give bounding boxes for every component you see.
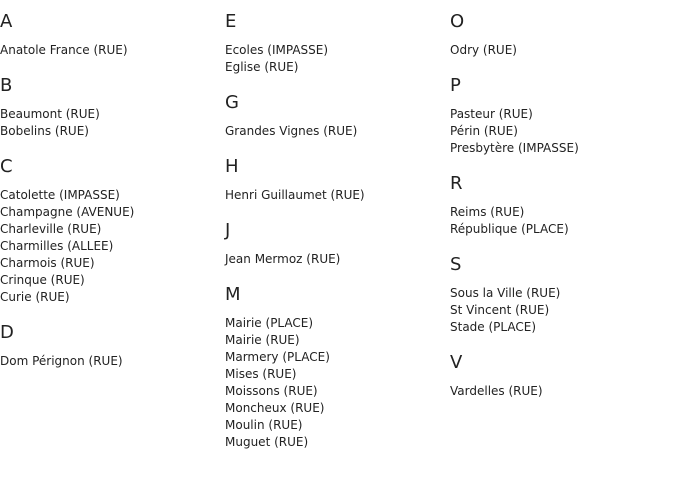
street-index-column-2 xyxy=(225,0,365,451)
street-item[interactable]: Catolette (IMPASSE) xyxy=(0,188,120,202)
street-item[interactable]: République (PLACE) xyxy=(450,222,569,236)
street-item[interactable]: Périn (RUE) xyxy=(450,124,518,138)
street-item[interactable]: Ecoles (IMPASSE) xyxy=(225,43,329,57)
letter-group-m xyxy=(225,284,365,451)
street-list xyxy=(0,353,134,370)
street-item[interactable]: Henri Guillaumet (RUE) xyxy=(225,188,365,202)
street-item[interactable]: Moulin (RUE) xyxy=(225,418,303,432)
street-item[interactable]: Anatole France (RUE) xyxy=(0,43,128,57)
letter-group-h xyxy=(225,156,365,204)
street-item[interactable]: Sous la Ville (RUE) xyxy=(450,286,561,300)
street-item[interactable]: Marmery (PLACE) xyxy=(225,350,330,364)
street-item[interactable]: Charmois (RUE) xyxy=(0,256,95,270)
letter-heading: J xyxy=(225,220,231,241)
street-item[interactable]: Reims (RUE) xyxy=(450,205,525,219)
street-item[interactable]: Grandes Vignes (RUE) xyxy=(225,124,358,138)
street-index-column-1 xyxy=(0,0,134,370)
street-list xyxy=(225,251,365,268)
street-item[interactable]: Champagne (AVENUE) xyxy=(0,205,135,219)
letter-group-c xyxy=(0,156,134,306)
letter-heading: A xyxy=(0,11,13,32)
letter-group-d xyxy=(0,322,134,370)
letter-heading: S xyxy=(450,254,462,275)
street-list xyxy=(0,42,134,59)
street-item[interactable]: Eglise (RUE) xyxy=(225,60,299,74)
street-list xyxy=(225,42,365,76)
street-list xyxy=(0,106,134,140)
letter-heading: R xyxy=(450,173,463,194)
street-item[interactable]: Pasteur (RUE) xyxy=(450,107,533,121)
street-item[interactable]: Jean Mermoz (RUE) xyxy=(225,252,341,266)
letter-heading: M xyxy=(225,284,241,305)
letter-heading: H xyxy=(225,156,239,177)
letter-heading: O xyxy=(450,11,465,32)
street-item[interactable]: Moncheux (RUE) xyxy=(225,401,325,415)
letter-heading: V xyxy=(450,352,463,373)
street-list xyxy=(450,285,579,336)
street-list xyxy=(450,383,579,400)
street-list xyxy=(225,187,365,204)
street-item[interactable]: Muguet (RUE) xyxy=(225,435,309,449)
street-item[interactable]: Stade (PLACE) xyxy=(450,320,537,334)
letter-group-s xyxy=(450,254,579,336)
letter-group-e xyxy=(225,11,365,76)
street-list xyxy=(225,123,365,140)
letter-group-g xyxy=(225,92,365,140)
letter-heading: G xyxy=(225,92,239,113)
street-item[interactable]: Mises (RUE) xyxy=(225,367,297,381)
letter-group-v xyxy=(450,352,579,400)
letter-group-r xyxy=(450,173,579,238)
letter-heading: B xyxy=(0,75,13,96)
street-item[interactable]: Dom Pérignon (RUE) xyxy=(0,354,123,368)
street-index-column-3 xyxy=(450,0,579,400)
street-item[interactable]: Presbytère (IMPASSE) xyxy=(450,141,579,155)
letter-group-p xyxy=(450,75,579,157)
letter-group-j xyxy=(225,220,365,268)
street-item[interactable]: Beaumont (RUE) xyxy=(0,107,100,121)
street-item[interactable]: Mairie (RUE) xyxy=(225,333,300,347)
letter-heading: P xyxy=(450,75,461,96)
street-item[interactable]: Odry (RUE) xyxy=(450,43,517,57)
letter-group-a xyxy=(0,11,134,59)
street-item[interactable]: Mairie (PLACE) xyxy=(225,316,314,330)
street-list xyxy=(450,204,579,238)
letter-group-b xyxy=(0,75,134,140)
street-item[interactable]: Charmilles (ALLEE) xyxy=(0,239,114,253)
street-item[interactable]: St Vincent (RUE) xyxy=(450,303,550,317)
letter-heading: E xyxy=(225,11,237,32)
street-list xyxy=(450,42,579,59)
street-item[interactable]: Bobelins (RUE) xyxy=(0,124,89,138)
street-item[interactable]: Curie (RUE) xyxy=(0,290,70,304)
street-item[interactable]: Charleville (RUE) xyxy=(0,222,102,236)
letter-group-o xyxy=(450,11,579,59)
street-list xyxy=(225,315,365,451)
street-list xyxy=(450,106,579,157)
street-list xyxy=(0,187,134,306)
street-item[interactable]: Vardelles (RUE) xyxy=(450,384,543,398)
street-item[interactable]: Moissons (RUE) xyxy=(225,384,318,398)
letter-heading: C xyxy=(0,156,13,177)
letter-heading: D xyxy=(0,322,14,343)
street-item[interactable]: Crinque (RUE) xyxy=(0,273,85,287)
